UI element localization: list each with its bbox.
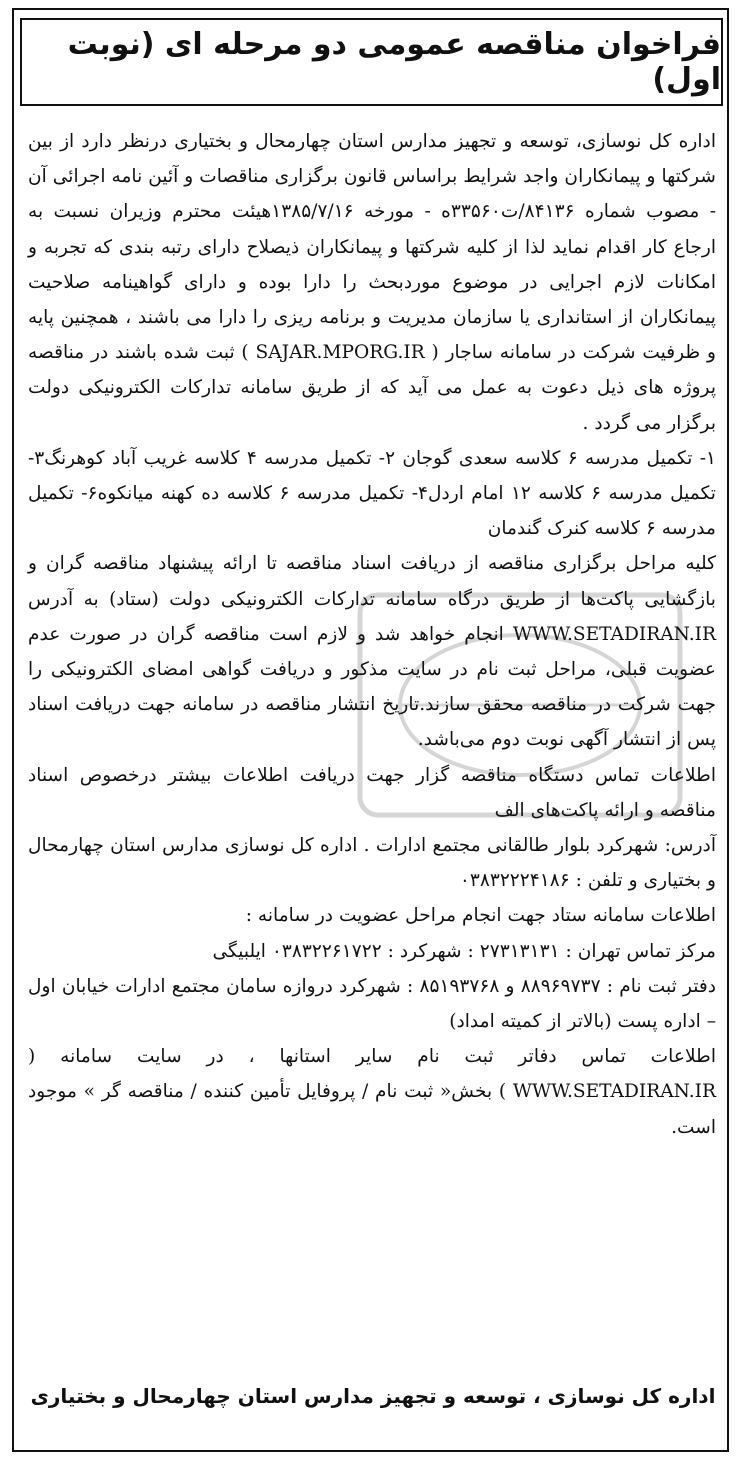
issuer-signature: اداره کل نوسازی ، توسعه و تجهیز مدارس استان چهارمحال و بختیاری bbox=[30, 1384, 716, 1408]
projects-list: ۱- تکمیل مدرسه ۶ کلاسه سعدی گوجان ۲- تکمیل مدرسه ۴ کلاسه غریب آباد کوهرنگ۳- تکمیل مدرسه ۶ کلاسه ۱۲ امام اردل۴- تکمیل مدرسه ۶ کلاسه ده کهنه میانکوه۶- تکمیل مدرسه ۶ کلاسه کنرک گندمان bbox=[28, 447, 716, 540]
other-provinces-info: اطلاعات تماس دفاتر ثبت نام سایر استانها ، در سایت سامانه ( WWW.SETADIRAN.IR ) بخش« ثبت نام / پروفایل تأمین کننده / مناقصه گر » موجود است. bbox=[28, 1046, 716, 1138]
intro-paragraph: اداره کل نوسازی، توسعه و تجهیز مدارس استان چهارمحال و بختیاری درنظر دارد از بین شرکتها و پیمانکاران واجد شرایط براساس قانون برگزاری مناقصات و آئین نامه اجرائی آن - مصوب شماره ۸۴۱۳۶/ت۳۳۵۶۰ه - مورخه ۱۳۸۵/۷/۱۶هیئت محترم وزیران نسبت به ارجاع کار اقدام نماید لذا از کلیه شرکتها و پیمانکاران ذیصلاح دارای رتبه بندی که تجربه و امکانات لازم اجرایی در موضوع موردبحث را دارا بوده و دارای گواهینامه صلاحیت پیمانکاران از استانداری یا سازمان مدیریت و برنامه ریزی را دارا می باشند ، همچنین پایه و ظرفیت شرکت در سامانه ساجار ( SAJAR.MPORG.IR ) ثبت شده باشند در مناقصه پروژه های ذیل دعوت به عمل می آید که از طریق سامانه تدارکات الکترونیکی دولت برگزار می گردد . bbox=[28, 131, 717, 434]
title-box bbox=[20, 18, 723, 106]
ad-body bbox=[28, 124, 716, 1145]
call-center-line: مرکز تماس تهران : ۲۷۳۱۳۱۳۱ : شهرکرد : ۰۳۸۳۲۲۶۱۷۲۲ ایلبیگی bbox=[212, 940, 716, 962]
procedure-paragraph: کلیه مراحل برگزاری مناقصه از دریافت اسناد مناقصه تا ارائه پیشنهاد مناقصه گران و بازگشایی پاکت‌ها از طریق درگاه سامانه تدارکات الکترونیکی دولت (ستاد) به آدرس WWW.SETADIRAN.IR انجام خواهد شد و لازم است مناقصه گران در صورت عدم عضویت قبلی، مراحل ثبت نام در سایت مذکور و دریافت گواهی امضای الکترونیکی را جهت شرکت در مناقصه محقق سازند.تاریخ انتشار مناقصه در سامانه جهت دریافت اسناد پس از انتشار آگهی نوبت دوم می‌باشد. bbox=[28, 553, 716, 751]
setad-info-heading: اطلاعات سامانه ستاد جهت انجام مراحل عضویت در سامانه : bbox=[245, 905, 716, 927]
address-paragraph: آدرس: شهرکرد بلوار طالقانی مجتمع ادارات . اداره کل نوسازی مدارس استان چهارمحال و بختیاری و تلفن : ۰۳۸۳۲۲۲۴۱۸۶ bbox=[28, 835, 716, 892]
registration-office: دفتر ثبت نام : ۸۸۹۶۹۷۳۷ و ۸۵۱۹۳۷۶۸ : شهرکرد دروازه سامان مجتمع ادارات خیابان اول – اداره پست (بالاتر از کمیته امداد) bbox=[28, 975, 717, 1033]
ad-title: فراخوان مناقصه عمومی دو مرحله ای (نوبت اول) bbox=[67, 27, 721, 97]
contact-heading: اطلاعات تماس دستگاه مناقصه گزار جهت دریافت اطلاعات بیشتر درخصوص اسناد مناقصه و ارائه پاکت‌های الف bbox=[28, 764, 716, 821]
